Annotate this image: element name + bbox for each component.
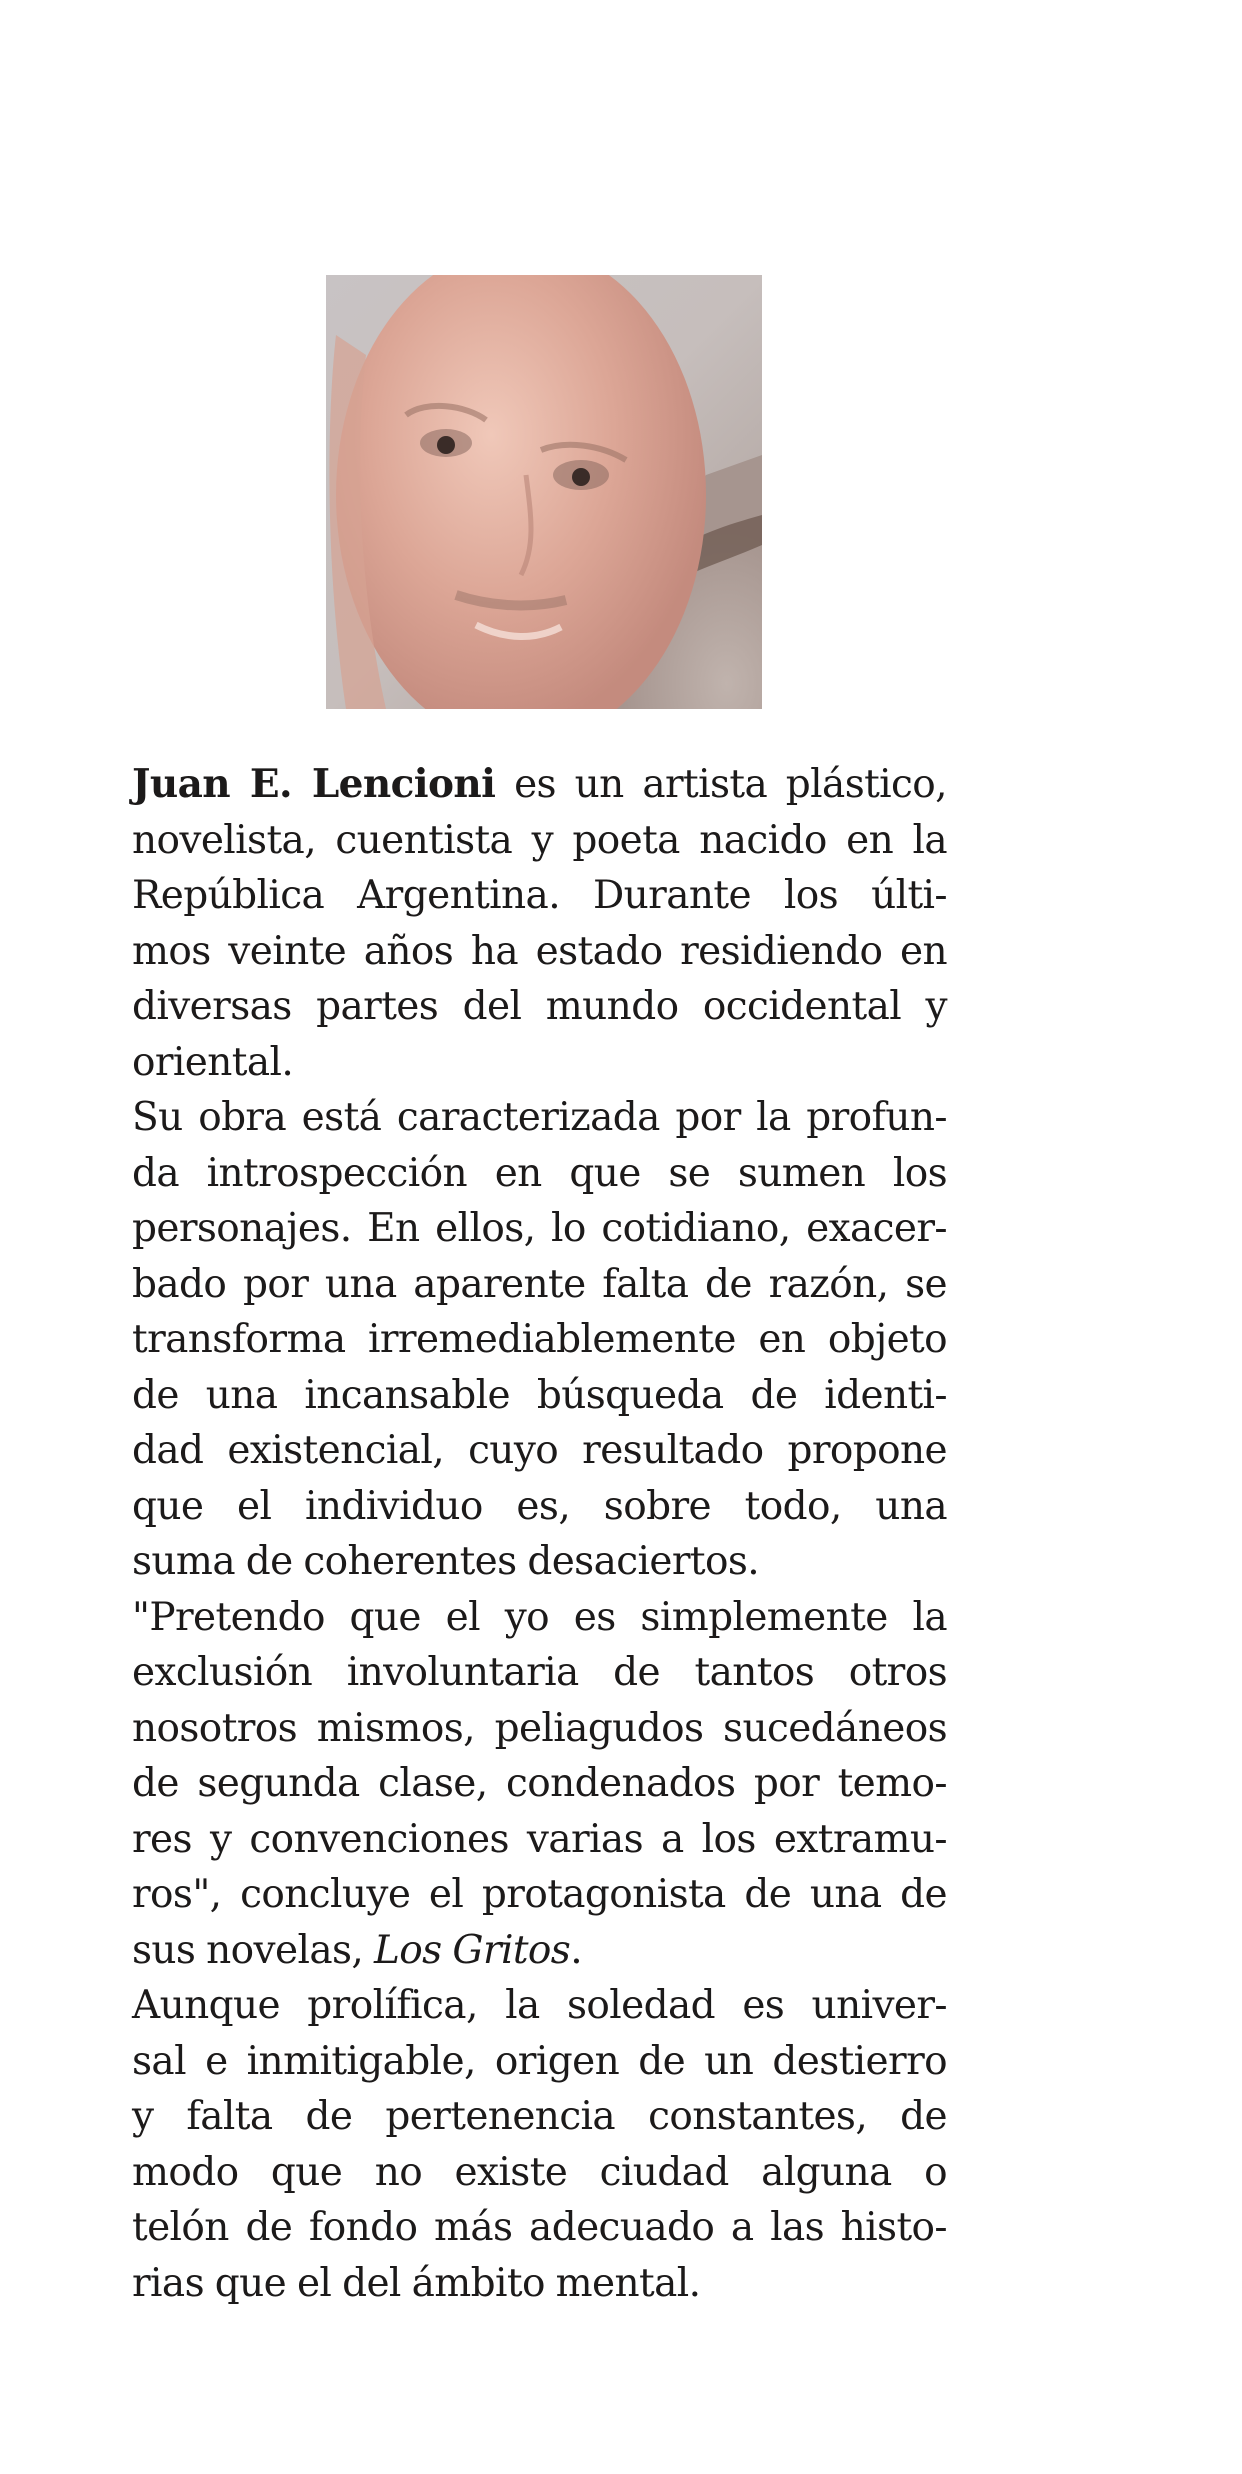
bio-line: nosotros mismos, peliagudos sucedáneos	[132, 1705, 947, 1751]
bio-line: personajes. En ellos, lo cotidiano, exacer-	[132, 1206, 947, 1251]
bio-line: "Pretendo que el yo es simplemente la	[132, 1594, 947, 1640]
bio-paragraph-2	[132, 1090, 947, 1590]
author-photo	[326, 275, 762, 709]
bio-line: dad existencial, cuyo resultado propone	[132, 1428, 947, 1473]
bio-paragraph-1	[132, 757, 947, 1090]
bio-line: ros", concluye el protagonista de una de	[132, 1872, 947, 1917]
bio-line: mos veinte años ha estado residiendo en	[132, 928, 947, 974]
bio-line: República Argentina. Durante los últi-	[132, 873, 947, 918]
novel-title: Los Gritos	[374, 1927, 571, 1973]
bio-paragraph-4	[132, 1978, 947, 2311]
bio-line-text: .	[570, 1927, 583, 1973]
bio-line-text: sus novelas,	[132, 1927, 374, 1973]
bio-line: novelista, cuentista y poeta nacido en la	[132, 817, 947, 863]
bio-paragraph-3	[132, 1590, 947, 1979]
bio-line: Su obra está caracterizada por la profun-	[132, 1095, 947, 1140]
bio-line: Aunque prolífica, la soledad es univer-	[132, 1983, 947, 2028]
author-biography	[132, 757, 947, 2311]
bio-line	[132, 1923, 947, 1979]
bio-line: de una incansable búsqueda de identi-	[132, 1372, 947, 1418]
bio-line: exclusión involuntaria de tantos otros	[132, 1650, 947, 1695]
bio-line-text: es un artista plástico,	[495, 762, 947, 807]
bio-line: oriental.	[132, 1039, 294, 1085]
bio-line: y falta de pertenencia constantes, de	[132, 2094, 947, 2139]
bio-line: transforma irremediablemente en objeto	[132, 1317, 947, 1362]
bio-line: rias que el del ámbito mental.	[132, 2260, 701, 2306]
bio-line: suma de coherentes desaciertos.	[132, 1539, 760, 1584]
bio-line: modo que no existe ciudad alguna o	[132, 2149, 947, 2195]
author-portrait-image	[326, 275, 762, 709]
bio-line: res y convenciones varias a los extramu-	[132, 1816, 947, 1862]
bio-line: que el individuo es, sobre todo, una	[132, 1483, 947, 1529]
bio-line: diversas partes del mundo occidental y	[132, 984, 947, 1029]
bio-line: de segunda clase, condenados por temo-	[132, 1761, 947, 1806]
bio-line: sal e inmitigable, origen de un destierro	[132, 2038, 947, 2084]
bio-line: telón de fondo más adecuado a las histo-	[132, 2205, 947, 2250]
bio-line: da introspección en que se sumen los	[132, 1150, 947, 1196]
bio-line: bado por una aparente falta de razón, se	[132, 1261, 947, 1307]
author-name: Juan E. Lencioni	[132, 761, 496, 807]
bio-line	[132, 757, 947, 813]
